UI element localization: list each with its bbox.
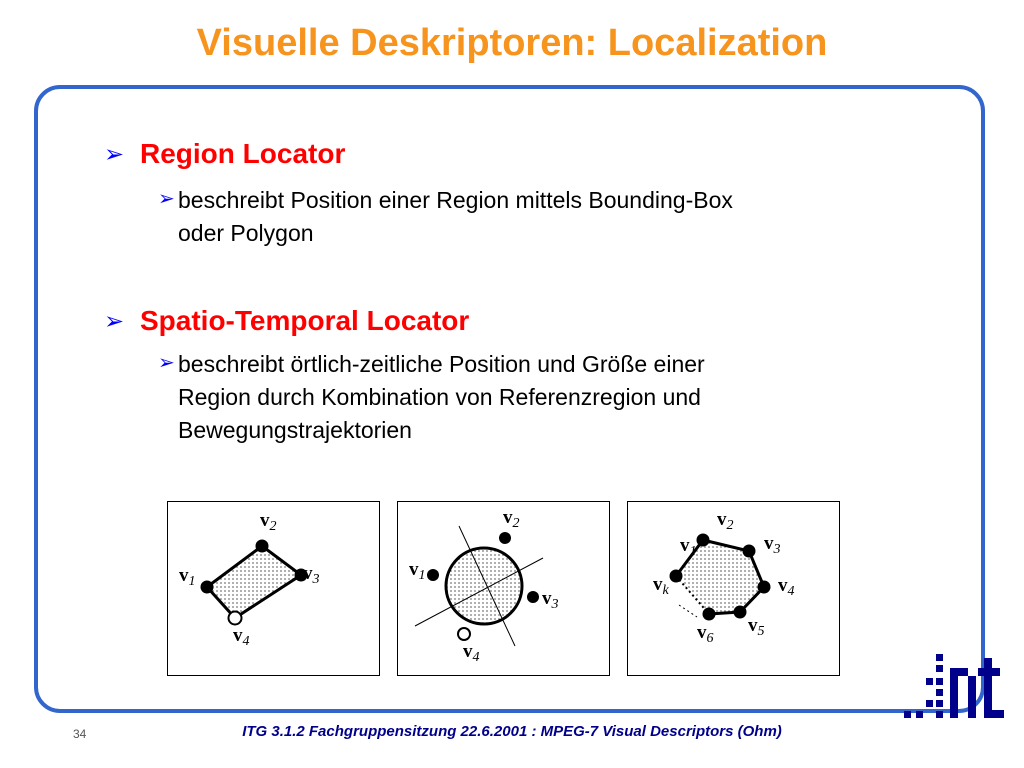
- page-number: 34: [73, 727, 87, 741]
- figure-ellipse: [397, 501, 610, 676]
- vertex-label-v6: v6: [697, 622, 714, 646]
- sub-bullet-region-locator: [158, 184, 733, 250]
- vertex-label-v2: v2: [503, 507, 520, 531]
- vertex-label-v3: v3: [542, 588, 559, 612]
- vertex-label-v5: v5: [748, 615, 765, 639]
- int-logo: [900, 654, 1012, 729]
- vertex-label-v2: v2: [260, 510, 277, 534]
- arrow-bullet-icon: ➢: [104, 308, 125, 335]
- bullet-heading: Region Locator: [140, 138, 346, 169]
- figure-polygon: [627, 501, 840, 676]
- figure-bounding-box: [167, 501, 380, 676]
- bullet-heading: Spatio-Temporal Locator: [140, 305, 470, 336]
- vertex-label-v1: v1: [179, 565, 196, 589]
- arrow-bullet-icon: ➢: [104, 141, 125, 168]
- sub-bullet-line: Bewegungstrajektorien: [178, 417, 412, 443]
- arrow-bullet-icon: ➢: [158, 352, 175, 374]
- sub-bullet-line: beschreibt Position einer Region mittels Bounding-Box: [178, 187, 733, 213]
- vertex-label-v3: v3: [303, 563, 320, 587]
- footer-text: ITG 3.1.2 Fachgruppensitzung 22.6.2001 : MPEG-7 Visual Descriptors (Ohm): [242, 723, 782, 740]
- vertex-label-v1: v1: [409, 559, 426, 583]
- sub-bullet-line: Region durch Kombination von Referenzregion und: [178, 384, 701, 410]
- vertex-label-v4: v4: [778, 575, 795, 599]
- vertex-label-v2: v2: [717, 509, 734, 533]
- vertex-label-v1: v1: [680, 535, 697, 559]
- sub-bullet-spatio-temporal: [158, 348, 705, 447]
- vertex-label-v4: v4: [463, 641, 480, 665]
- bullet-spatio-temporal-locator: [104, 305, 469, 337]
- vertex-label-v3: v3: [764, 533, 781, 557]
- vertex-label-vk: vk: [653, 574, 669, 598]
- arrow-bullet-icon: ➢: [158, 188, 175, 210]
- sub-bullet-line: oder Polygon: [178, 220, 314, 246]
- slide-title: Visuelle Deskriptoren: Localization: [196, 22, 828, 64]
- sub-bullet-line: beschreibt örtlich-zeitliche Position und Größe einer: [178, 351, 705, 377]
- vertex-label-v4: v4: [233, 625, 250, 649]
- bullet-region-locator: [104, 138, 345, 170]
